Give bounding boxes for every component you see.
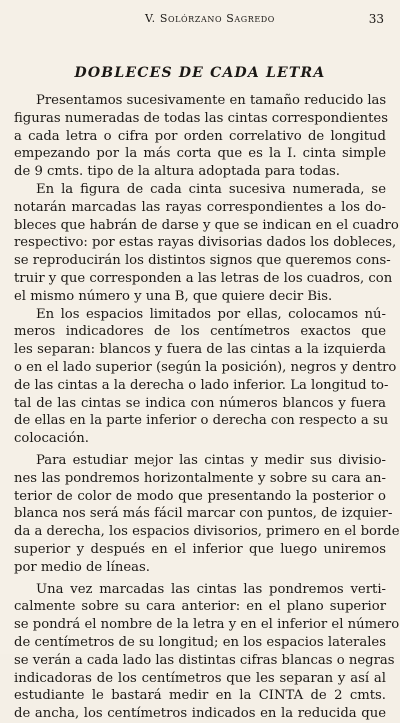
text-line: meros indicadores de los centímetros exactos que — [14, 324, 386, 340]
text-line: empezando por la más corta que es la I. cinta simple — [14, 146, 386, 162]
text-line: por medio de líneas. — [14, 559, 150, 575]
text-line: Para estudiar mejor las cintas y medir sus divisio- — [36, 452, 386, 468]
text-line: indicadoras de los centímetros que les separan y así al — [14, 670, 386, 686]
text-line: Presentamos sucesivamente en tamaño reducido las — [36, 93, 387, 108]
text-line: se verán a cada lado las distintas cifras blancas o negras — [14, 652, 395, 668]
running-head: V. Solórzano Sagredo — [145, 12, 275, 25]
text-line: de ellas en la parte inferior o derecha con respecto a su — [14, 413, 389, 429]
text-line: calmente sobre su cara anterior: en el plano superior — [14, 599, 386, 615]
text-line: el mismo número y una B, que quiere decir Bis. — [14, 288, 333, 304]
body-text — [14, 92, 400, 723]
text-line: tal de las cintas se indica con números blancos y fuera — [14, 395, 386, 411]
text-line: a cada letra o cifra por orden correlativo de longitud — [14, 128, 386, 144]
text-line: En la figura de cada cinta sucesiva numerada, se — [36, 181, 386, 197]
section-title: DOBLECES DE CADA LETRA — [74, 65, 326, 81]
text-line: bleces que habrán de darse y que se indican en el cuadro — [14, 217, 399, 233]
text-line: se pondrá el nombre de la letra y en el inferior el número — [14, 617, 400, 633]
text-line: blanca nos será más fácil marcar con puntos, de izquier- — [14, 506, 393, 522]
text-line: estudiante le bastará medir en la CINTA de 2 cmts. — [14, 688, 386, 704]
text-line: de 9 cmts. tipo de la altura adoptada para todas. — [14, 164, 340, 180]
text-line: notarán marcadas las rayas correspondientes a los do- — [14, 199, 386, 215]
page-number: 33 — [368, 12, 384, 26]
text-line: Una vez marcadas las cintas las pondremos verti- — [36, 581, 386, 597]
text-line: de ancha, los centímetros indicados en la reducida que — [14, 706, 386, 722]
text-line: nes las pondremos horizontalmente y sobre su cara an- — [14, 470, 386, 486]
text-line: o en el lado superior (según la posición), negros y dentro — [14, 359, 397, 375]
text-line: les separan: blancos y fuera de las cintas a la izquierda — [14, 342, 386, 358]
text-line: superior y después en el inferior que luego uniremos — [14, 541, 386, 557]
text-line: figuras numeradas de todas las cintas correspondientes — [14, 110, 388, 126]
text-line: se reproducirán los distintos signos que queremos cons- — [14, 253, 391, 269]
text-line: respectivo: por estas rayas divisorias dados los dobleces, — [14, 235, 397, 251]
text-line: En los espacios limitados por ellas, colocamos nú- — [36, 306, 386, 322]
text-line: colocación. — [14, 431, 89, 447]
text-line: de centímetros de su longitud; en los espacios laterales — [14, 634, 386, 650]
text-line: terior de color de modo que presentando la posterior o — [14, 488, 386, 504]
text-line: truir y que corresponden a las letras de los cuadros, con — [14, 270, 393, 286]
text-line: de las cintas a la derecha o lado inferior. La longitud to- — [14, 377, 389, 393]
text-line: da a derecha, los espacios divisorios, primero en el borde — [14, 524, 400, 540]
